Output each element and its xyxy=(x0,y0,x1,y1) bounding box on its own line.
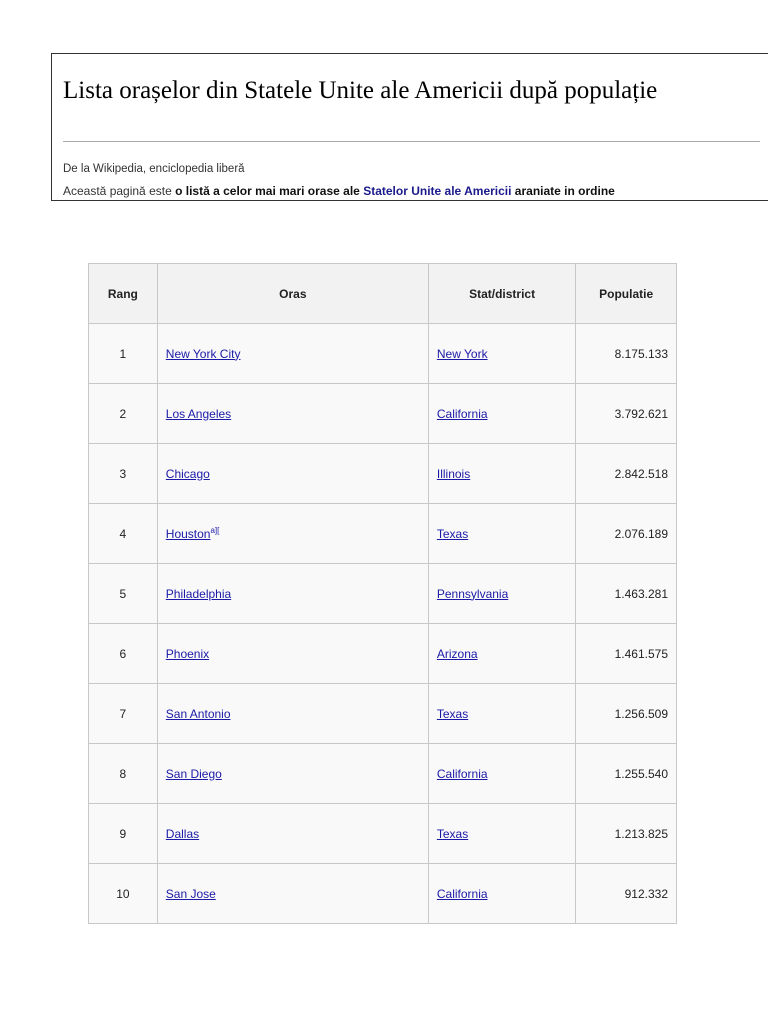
state-cell xyxy=(428,504,575,564)
state-link[interactable]: New York xyxy=(436,346,488,361)
state-link[interactable]: Texas xyxy=(436,526,469,541)
rank-cell: 8 xyxy=(89,744,158,804)
rank-cell: 6 xyxy=(89,624,158,684)
table-row xyxy=(89,864,677,924)
rank-cell: 1 xyxy=(89,324,158,384)
title-divider xyxy=(63,141,760,142)
intro-usa-link[interactable]: Statelor Unite ale Americii xyxy=(363,184,512,198)
header-rank: Rang xyxy=(89,264,158,324)
city-footnote xyxy=(210,526,219,535)
state-cell xyxy=(428,744,575,804)
intro-suffix: araniate in ordine xyxy=(511,184,615,198)
population-cell: 2.842.518 xyxy=(576,444,677,504)
cities-table xyxy=(88,263,677,924)
state-link[interactable]: Illinois xyxy=(436,466,471,481)
state-cell xyxy=(428,384,575,444)
city-link[interactable]: Phoenix xyxy=(165,646,210,661)
rank-cell: 3 xyxy=(89,444,158,504)
header-population: Populatie xyxy=(576,264,677,324)
city-cell xyxy=(157,744,428,804)
city-cell xyxy=(157,804,428,864)
state-link[interactable]: California xyxy=(436,406,488,421)
city-cell xyxy=(157,864,428,924)
state-cell xyxy=(428,624,575,684)
table-row xyxy=(89,804,677,864)
state-cell xyxy=(428,564,575,624)
city-link[interactable]: Dallas xyxy=(165,826,200,841)
state-link[interactable]: Texas xyxy=(436,826,469,841)
article-header xyxy=(51,53,768,201)
header-city: Oras xyxy=(157,264,428,324)
population-cell: 1.256.509 xyxy=(576,684,677,744)
city-cell xyxy=(157,684,428,744)
city-cell xyxy=(157,564,428,624)
city-cell xyxy=(157,624,428,684)
state-cell xyxy=(428,324,575,384)
table-row xyxy=(89,624,677,684)
table-row xyxy=(89,324,677,384)
state-cell xyxy=(428,864,575,924)
rank-cell: 2 xyxy=(89,384,158,444)
city-link[interactable]: Los Angeles xyxy=(165,406,232,421)
table-row xyxy=(89,564,677,624)
city-link[interactable]: New York City xyxy=(165,346,241,361)
population-cell: 2.076.189 xyxy=(576,504,677,564)
city-cell xyxy=(157,504,428,564)
state-cell xyxy=(428,684,575,744)
population-cell: 1.213.825 xyxy=(576,804,677,864)
state-cell xyxy=(428,804,575,864)
state-link[interactable]: Texas xyxy=(436,706,469,721)
table-row xyxy=(89,684,677,744)
rank-cell: 9 xyxy=(89,804,158,864)
table-row xyxy=(89,744,677,804)
page-title: Lista orașelor din Statele Unite ale Americii după populație xyxy=(63,77,658,104)
footnote-link[interactable]: a][ xyxy=(210,526,220,535)
rank-cell: 7 xyxy=(89,684,158,744)
city-link[interactable]: Houston xyxy=(165,527,211,541)
rank-cell: 4 xyxy=(89,504,158,564)
population-cell: 912.332 xyxy=(576,864,677,924)
intro-prefix: Această pagină este xyxy=(63,184,176,198)
population-cell: 1.255.540 xyxy=(576,744,677,804)
state-link[interactable]: Arizona xyxy=(436,646,478,661)
city-cell xyxy=(157,324,428,384)
city-cell xyxy=(157,444,428,504)
state-link[interactable]: California xyxy=(436,886,488,901)
table-row xyxy=(89,504,677,564)
population-cell: 8.175.133 xyxy=(576,324,677,384)
intro-paragraph xyxy=(63,184,615,198)
table-row xyxy=(89,444,677,504)
state-link[interactable]: Pennsylvania xyxy=(436,586,509,601)
city-link[interactable]: San Diego xyxy=(165,766,222,781)
city-link[interactable]: Chicago xyxy=(165,466,210,481)
city-link[interactable]: San Antonio xyxy=(165,706,231,721)
site-tagline: De la Wikipedia, enciclopedia liberă xyxy=(63,163,245,175)
city-link[interactable]: Philadelphia xyxy=(165,586,232,601)
population-cell: 3.792.621 xyxy=(576,384,677,444)
rank-cell: 10 xyxy=(89,864,158,924)
city-link[interactable]: San Jose xyxy=(165,886,216,901)
header-state: Stat/district xyxy=(428,264,575,324)
population-cell: 1.463.281 xyxy=(576,564,677,624)
table-header-row xyxy=(89,264,677,324)
population-cell: 1.461.575 xyxy=(576,624,677,684)
city-cell xyxy=(157,384,428,444)
intro-bold: o listă a celor mai mari orase ale xyxy=(175,184,364,198)
state-cell xyxy=(428,444,575,504)
state-link[interactable]: California xyxy=(436,766,488,781)
table-row xyxy=(89,384,677,444)
table-body xyxy=(89,324,677,924)
rank-cell: 5 xyxy=(89,564,158,624)
